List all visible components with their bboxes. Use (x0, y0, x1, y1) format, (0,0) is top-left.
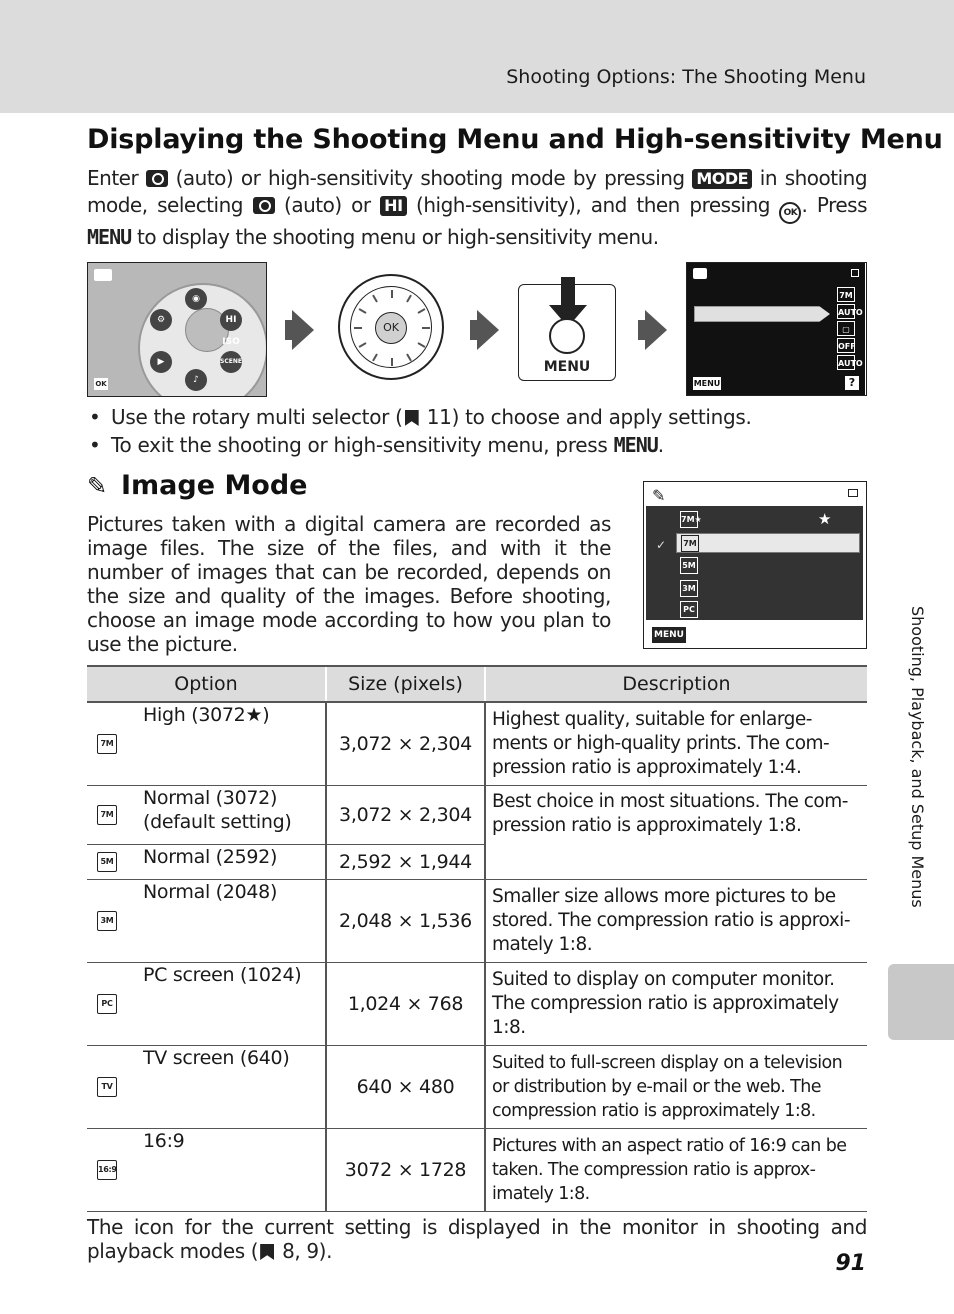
option-label: High (3072★) (143, 704, 270, 726)
menu-button-illustration (518, 284, 616, 381)
battery-icon (848, 489, 858, 497)
image-mode-high-icon: 7M (97, 734, 117, 754)
camera-icon (253, 197, 275, 214)
table-row (87, 785, 867, 844)
image-mode-normal-2592-icon: 5M (680, 557, 698, 574)
section-title: Displaying the Shooting Menu and High-sensitivity Menu (87, 124, 943, 155)
option-label: Normal (2048) (143, 880, 278, 903)
high-sensitivity-icon: HI ISO (220, 309, 242, 331)
size-cell: 1,024 × 768 (326, 962, 485, 1045)
intro-text: (auto) or (284, 192, 371, 217)
image-mode-screen (643, 481, 867, 649)
side-label (907, 606, 929, 952)
instruction-bullets (87, 403, 867, 459)
image-mode-normal-2592-icon: 5M (97, 852, 117, 872)
option-label: 16:9 (143, 1129, 185, 1152)
description-cell: Pictures with an aspect ratio of 16:9 can be taken. The compression ratio is approx-imately 1:8. (485, 1128, 867, 1211)
camera-icon (693, 268, 707, 279)
image-mode-pc-icon: PC (680, 601, 698, 618)
size-cell: 3072 × 1728 (326, 1128, 485, 1211)
table-row (87, 1045, 867, 1128)
shooting-menu-screen (686, 262, 867, 396)
footer-text: 8, 9). (276, 1239, 333, 1263)
header-band (0, 0, 954, 113)
side-tab (888, 964, 954, 1040)
bullet-item (87, 431, 867, 459)
image-mode-paragraph: Pictures taken with a digital camera are recorded as image files. The size of the files, and with it the number of images that can be recorded, depends on the size and quality of the images. Before shooting, choose an image mode according to how you plan to use the picture. (87, 512, 611, 656)
menu-button-icon: MENU (613, 433, 658, 457)
image-mode-normal-3072-icon: 7M (681, 535, 699, 552)
movie-icon: ▶ (150, 351, 172, 373)
size-cell: 2,592 × 1,944 (326, 844, 485, 879)
menu-button-icon: MENU (87, 224, 132, 249)
image-mode-pc-icon: PC (97, 994, 117, 1014)
image-mode-icon: 7M (837, 287, 855, 302)
option-cell (87, 845, 325, 879)
screen-topbar (687, 263, 865, 285)
image-mode-high-icon: 7M★ (680, 511, 698, 528)
tick (391, 290, 393, 298)
size-cell: 2,048 × 1,536 (326, 879, 485, 962)
arrow-right-icon (477, 310, 499, 350)
menu-icon: MENU (693, 379, 721, 388)
table-header-row (87, 666, 867, 702)
screen-bottombar (687, 371, 865, 395)
battery-icon (851, 269, 859, 277)
screen-field (646, 506, 863, 620)
bss-icon: OFF (837, 338, 855, 353)
tick (391, 358, 393, 366)
size-cell: 3,072 × 2,304 (326, 785, 485, 844)
intro-text: Enter (87, 166, 139, 190)
press-arrow-stem (561, 277, 575, 307)
column-header-size: Size (pixels) (326, 666, 485, 702)
running-head: Shooting Options: The Shooting Menu (506, 66, 866, 88)
ok-icon: OK (95, 380, 107, 388)
size-cell: 640 × 480 (326, 1045, 485, 1128)
list-item (676, 600, 860, 618)
intro-paragraph (87, 165, 867, 250)
camera-icon (146, 170, 168, 187)
auto-icon: AUTO (837, 355, 855, 370)
arrow-right-icon (292, 310, 314, 350)
microphone-icon: ♪ (185, 369, 207, 391)
menu-button-circle (549, 318, 585, 354)
list-item (676, 556, 860, 576)
camera-icon (94, 269, 112, 281)
intro-text: (auto) or high-sensitivity shooting mode by pressing (175, 166, 685, 190)
continuous-icon: ▢ (837, 321, 855, 336)
intro-text: . Press (801, 192, 867, 217)
option-label: PC screen (1024) (143, 963, 302, 986)
option-label: Normal (3072) (default setting) (143, 786, 292, 833)
arrow-right-icon (645, 310, 667, 350)
star-icon: ★ (818, 510, 832, 528)
option-cell (87, 1129, 325, 1211)
table-row (87, 962, 867, 1045)
option-label: Normal (2592) (143, 845, 278, 868)
menu-icon: MENU (652, 627, 686, 643)
image-mode-table (87, 665, 867, 1212)
bullet-text: To exit the shooting or high-sensitivity menu, press (111, 433, 614, 457)
menu-button-label: MENU (543, 359, 591, 375)
screen-field (687, 285, 865, 371)
highlight-bar (694, 306, 830, 322)
page-number: 91 (835, 1251, 866, 1276)
rotary-multi-selector (338, 274, 444, 380)
column-header-description: Description (485, 666, 867, 702)
help-icon: ? (845, 376, 859, 390)
description-cell: Suited to display on computer monitor. The compression ratio is approximately 1:8. (485, 962, 867, 1045)
image-mode-icon: ✎ (652, 486, 666, 505)
table-row (87, 1128, 867, 1211)
tick (354, 327, 362, 329)
intro-text: to display the shooting menu or high-sensitivity menu. (137, 224, 659, 249)
description-cell: Suited to full-screen display on a television or distribution by e-mail or the web. The compression ratio is approximately 1:8. (485, 1045, 867, 1128)
footer-paragraph (87, 1215, 867, 1263)
camera-icon: ◉ (185, 288, 207, 310)
list-item-selected (676, 533, 860, 553)
page-reference-icon (405, 410, 419, 426)
ok-button-icon: OK (779, 202, 801, 224)
white-balance-icon: AUTO (837, 304, 855, 319)
option-cell (87, 786, 325, 844)
bullet-text: . (657, 433, 664, 457)
side-label-text: Shooting, Playback, and Setup Menus (908, 606, 927, 908)
ok-button: OK (375, 312, 407, 344)
option-label: TV screen (640) (143, 1046, 290, 1069)
list-item (676, 579, 860, 599)
checkmark-icon: ✓ (656, 538, 667, 552)
option-cell (87, 880, 325, 962)
mode-selection-screen (87, 262, 267, 397)
bullet-item (87, 403, 867, 431)
high-sensitivity-icon: HI (380, 196, 406, 216)
description-cell: Smaller size allows more pictures to be stored. The compression ratio is approxi-mately 1:8. (485, 879, 867, 962)
image-mode-tv-icon: TV (97, 1077, 117, 1097)
option-cell (87, 963, 325, 1045)
column-header-option: Option (87, 666, 326, 702)
image-mode-16-9-icon: 16:9 (97, 1160, 117, 1180)
option-cell (87, 1046, 325, 1128)
tick (422, 327, 430, 329)
image-mode-normal-2048-icon: 3M (97, 911, 117, 931)
image-mode-title (87, 470, 308, 501)
image-mode-normal-3072-icon: 7M (97, 805, 117, 825)
option-cell (87, 703, 325, 785)
size-cell: 3,072 × 2,304 (326, 702, 485, 785)
list-item (676, 510, 860, 530)
page-reference-icon (260, 1244, 274, 1260)
intro-text: in shooting mode, selecting (87, 166, 868, 217)
image-mode-title-text: Image Mode (121, 470, 308, 501)
intro-text: (high-sensitivity), and then pressing (416, 192, 770, 217)
scene-icon: SCENE (220, 351, 242, 373)
bullet-text: Use the rotary multi selector ( (111, 405, 403, 429)
description-cell: Best choice in most situations. The com-pression ratio is approximately 1:8. (485, 785, 867, 879)
mode-button-icon: MODE (692, 169, 752, 189)
image-mode-icon: ✎ (87, 472, 108, 500)
setup-icon: ⚙ (150, 309, 172, 331)
description-cell: Highest quality, suitable for enlarge-ments or high-quality prints. The com-pression ratio is approximately 1:4. (485, 702, 867, 785)
footer-text: The icon for the current setting is displayed in the monitor in shooting and playback modes ( (87, 1215, 867, 1263)
bullet-text: 11) to choose and apply settings. (420, 405, 752, 429)
table-row (87, 879, 867, 962)
image-mode-normal-2048-icon: 3M (680, 580, 698, 597)
table-row (87, 702, 867, 785)
